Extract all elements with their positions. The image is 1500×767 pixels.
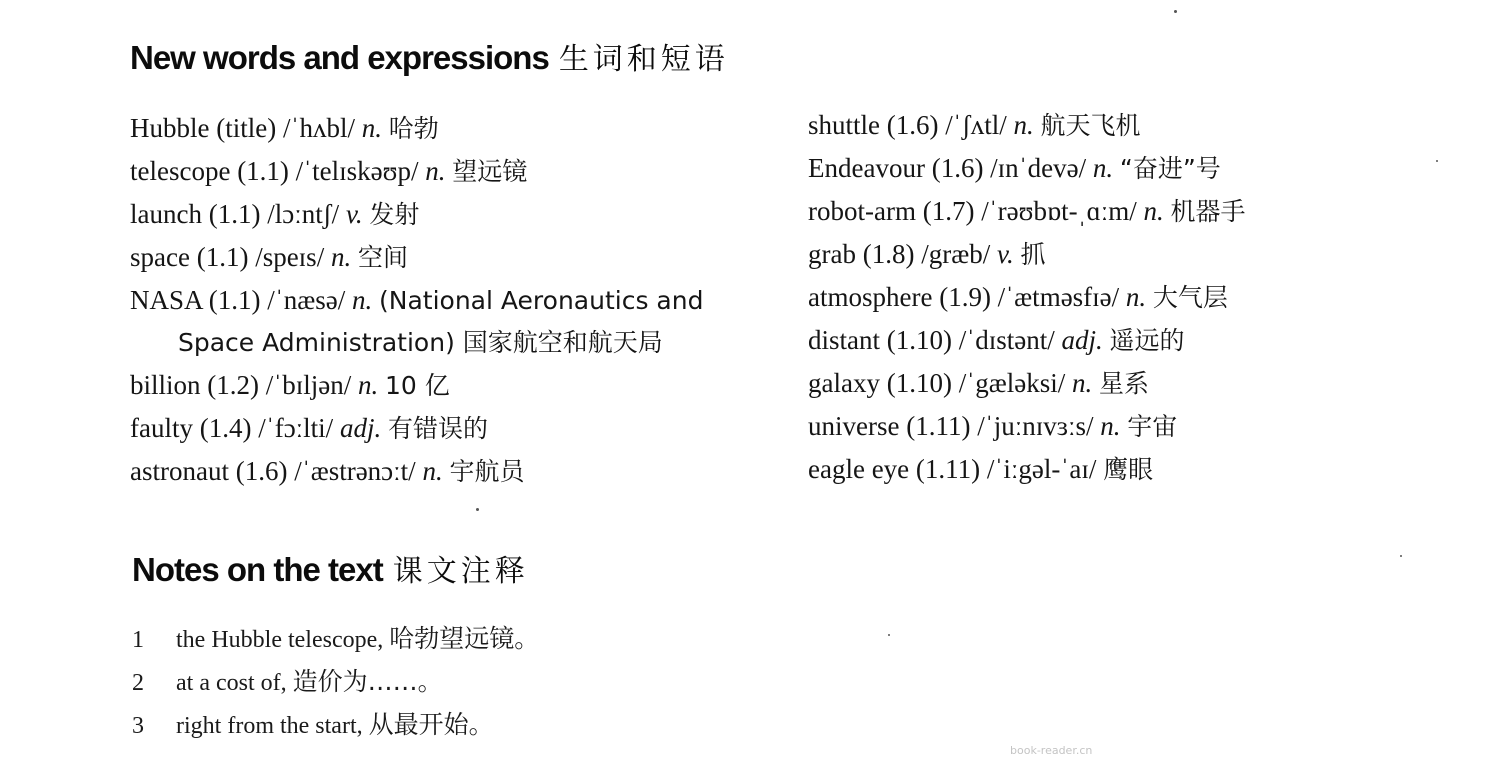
vocab-meaning: 机器手: [1170, 197, 1246, 226]
vocab-meaning: 哈勃: [388, 114, 439, 143]
note-item: [132, 661, 539, 704]
vocab-entry: [130, 150, 703, 193]
vocab-entry: [808, 276, 1245, 319]
vocab-meaning: (National Aeronautics and: [379, 286, 704, 315]
vocab-word: telescope (1.1) /ˈtelɪskəʊp/: [130, 156, 419, 186]
vocab-entry: [808, 233, 1245, 276]
vocab-meaning: 遥远的: [1109, 326, 1185, 355]
vocab-part-of-speech: n.: [425, 156, 446, 186]
vocab-part-of-speech: n.: [361, 113, 382, 143]
vocab-entry: [130, 364, 703, 407]
vocab-meaning: 望远镜: [452, 157, 528, 186]
vocab-meaning: 大气层: [1152, 283, 1228, 312]
vocab-entry: [808, 147, 1245, 190]
vocab-entry: [808, 319, 1245, 362]
vocab-list-left: [130, 107, 703, 493]
vocab-meaning: 航天飞机: [1040, 111, 1141, 140]
note-meaning: 从最开始。: [368, 710, 494, 739]
vocab-meaning: 鹰眼: [1103, 455, 1154, 484]
vocab-meaning: 星系: [1098, 369, 1149, 398]
vocab-entry: [130, 193, 703, 236]
vocab-meaning: 宇航员: [449, 457, 525, 486]
notes-list: [132, 618, 539, 747]
vocab-part-of-speech: v.: [996, 239, 1014, 269]
vocab-part-of-speech: n.: [1071, 368, 1093, 398]
vocab-meaning: 空间: [357, 243, 408, 272]
vocab-word: eagle eye (1.11) /ˈiːgəl-ˈaɪ/: [808, 454, 1097, 484]
note-phrase: at a cost of,: [176, 670, 287, 696]
vocab-meaning: 抓: [1020, 240, 1046, 269]
vocab-entry: [808, 104, 1245, 147]
heading-zh: 课文注释: [392, 554, 529, 589]
note-meaning: 造价为……。: [292, 667, 443, 696]
scan-speck: [476, 508, 479, 511]
note-item: [132, 618, 539, 661]
vocab-part-of-speech: adj.: [339, 413, 382, 443]
vocab-meaning: 宇宙: [1127, 412, 1178, 441]
vocab-part-of-speech: n.: [357, 370, 379, 400]
vocab-meaning-continued: Space Administration) 国家航空和航天局: [178, 328, 663, 357]
heading-en: New words and expressions: [130, 39, 549, 76]
vocab-word: universe (1.11) /ˈjuːnɪvɜːs/: [808, 411, 1094, 441]
vocab-meaning: 10 亿: [384, 371, 450, 400]
vocab-part-of-speech: n.: [330, 242, 352, 272]
vocab-part-of-speech: n.: [1100, 411, 1121, 441]
vocab-meaning: “奋进”号: [1119, 154, 1221, 183]
vocab-entry: [130, 107, 703, 150]
vocab-part-of-speech: n.: [1125, 282, 1147, 312]
vocab-part-of-speech: n.: [422, 456, 443, 486]
note-number: 3: [132, 713, 144, 739]
note-phrase: the Hubble telescope,: [176, 627, 384, 653]
vocab-meaning: 有错误的: [387, 414, 488, 443]
section-heading-new-words: [130, 34, 729, 78]
vocab-word: Endeavour (1.6) /ɪnˈdevə/: [808, 153, 1087, 183]
section-heading-notes: [132, 546, 529, 590]
vocab-part-of-speech: adj.: [1061, 325, 1103, 355]
vocab-meaning: 发射: [369, 200, 420, 229]
note-item: [132, 704, 539, 747]
vocab-word: atmosphere (1.9) /ˈætməsfɪə/: [808, 282, 1120, 312]
vocab-word: billion (1.2) /ˈbɪljən/: [130, 370, 352, 400]
vocab-word: faulty (1.4) /ˈfɔːlti/: [130, 413, 334, 443]
vocab-word: space (1.1) /speɪs/: [130, 242, 325, 272]
vocab-entry: [130, 407, 703, 450]
vocab-entry: [130, 236, 703, 279]
vocab-part-of-speech: n.: [352, 285, 373, 315]
heading-zh: 生词和短语: [558, 42, 729, 77]
note-phrase: right from the start,: [176, 713, 363, 739]
vocab-part-of-speech: n.: [1013, 110, 1034, 140]
vocab-word: robot-arm (1.7) /ˈrəʊbɒt-ˌɑːm/: [808, 196, 1137, 226]
scan-speck: [1400, 555, 1402, 557]
vocab-word: NASA (1.1) /ˈnæsə/: [130, 285, 346, 315]
vocab-entry: [808, 362, 1245, 405]
vocab-word: shuttle (1.6) /ˈʃʌtl/: [808, 110, 1007, 140]
vocab-word: distant (1.10) /ˈdɪstənt/: [808, 325, 1055, 355]
vocab-entry: [130, 450, 703, 493]
vocab-part-of-speech: n.: [1092, 153, 1114, 183]
vocab-entry: [808, 448, 1245, 491]
vocab-entry: [808, 190, 1245, 233]
vocab-word: Hubble (title) /ˈhʌbl/: [130, 113, 355, 143]
scan-speck: [1174, 10, 1177, 13]
vocab-part-of-speech: v.: [345, 199, 363, 229]
vocab-part-of-speech: n.: [1143, 196, 1164, 226]
vocab-entry: [808, 405, 1245, 448]
watermark-text: book-reader.cn: [1010, 744, 1093, 757]
note-number: 2: [132, 670, 144, 696]
vocab-entry: [130, 279, 703, 364]
note-number: 1: [132, 627, 144, 653]
note-meaning: 哈勃望远镜。: [389, 624, 540, 653]
vocab-word: galaxy (1.10) /ˈgæləksi/: [808, 368, 1066, 398]
heading-en: Notes on the text: [132, 551, 383, 588]
vocab-word: grab (1.8) /græb/: [808, 239, 991, 269]
scan-speck: [888, 634, 890, 636]
vocab-word: astronaut (1.6) /ˈæstrənɔːt/: [130, 456, 416, 486]
vocab-word: launch (1.1) /lɔːntʃ/: [130, 199, 340, 229]
scan-speck: [1436, 160, 1438, 162]
vocab-list-right: [808, 104, 1245, 491]
